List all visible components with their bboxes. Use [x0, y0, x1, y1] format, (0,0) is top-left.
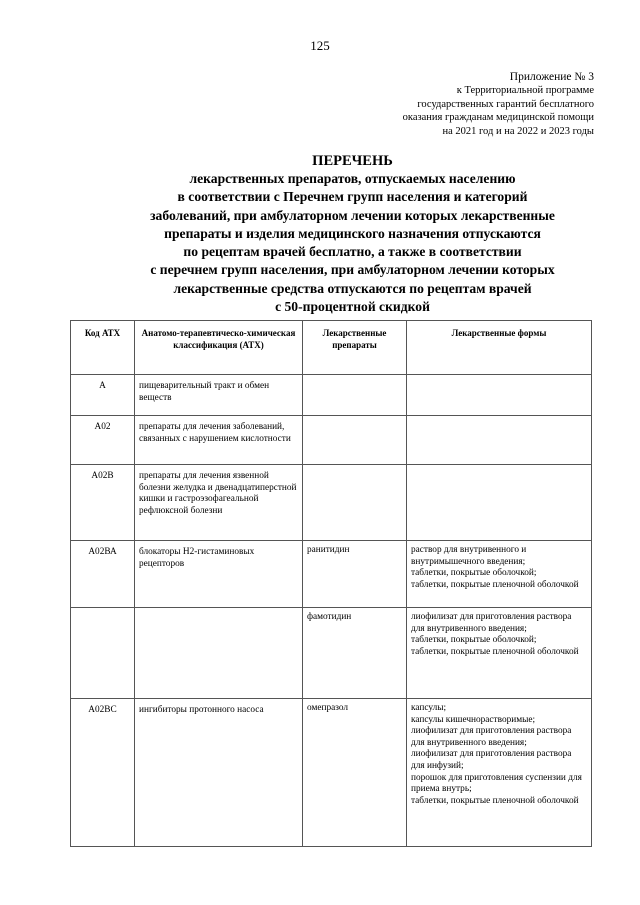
cell-classification: препараты для лечения язвенной болезни желудка и двенадцатиперстной кишки и гастроэзофагеальной рефлюксной болезни	[135, 465, 303, 541]
form-item: лиофилизат для приготовления раствора для внутривенного введения;	[411, 612, 572, 634]
appendix-line: оказания гражданам медицинской помощи	[402, 112, 594, 124]
form-item: таблетки, покрытые пленочной оболочкой	[411, 795, 579, 806]
form-item: раствор для внутривенного и внутримышечного введения;	[411, 545, 527, 567]
cell-classification: препараты для лечения заболеваний, связанных с нарушением кислотности	[135, 416, 303, 465]
cell-forms	[407, 699, 592, 847]
header-classification: Анатомо-терапевтическо-химическая классификация (АТХ)	[135, 321, 303, 375]
atx-table	[70, 320, 592, 847]
title-main: ПЕРЕЧЕНЬ	[312, 153, 393, 169]
cell-drug: ранитидин	[303, 541, 407, 608]
page-number: 125	[310, 38, 330, 53]
cell-forms	[407, 416, 592, 465]
form-item: таблетки, покрытые пленочной оболочкой	[411, 646, 579, 657]
title-line: заболеваний, при амбулаторном лечении которых лекарственные	[150, 207, 555, 223]
title-line: в соответствии с Перечнем групп населения и категорий	[177, 189, 528, 205]
table-row	[71, 608, 592, 699]
document-title	[0, 153, 640, 316]
cell-code: А	[71, 375, 135, 416]
cell-forms	[407, 541, 592, 608]
appendix-line: государственных гарантий бесплатного	[417, 98, 594, 110]
table-header-row	[71, 321, 592, 375]
cell-forms	[407, 608, 592, 699]
cell-classification: пищеварительный тракт и обмен веществ	[135, 375, 303, 416]
appendix-line: Приложение № 3	[509, 71, 594, 83]
title-line: по рецептам врачей бесплатно, а также в соответствии	[183, 244, 522, 260]
cell-code: А02В	[71, 465, 135, 541]
title-line: лекарственных препаратов, отпускаемых населению	[189, 171, 516, 186]
appendix-line: на 2021 год и на 2022 и 2023 годы	[442, 125, 594, 137]
cell-drug: омепразол	[303, 699, 407, 847]
appendix-note	[254, 71, 594, 138]
title-line: препараты и изделия медицинского назначения отпускаются	[164, 225, 541, 241]
cell-forms	[407, 375, 592, 416]
header-drugs: Лекарственные препараты	[303, 321, 407, 375]
cell-classification	[135, 608, 303, 699]
form-item: таблетки, покрытые оболочкой;	[411, 635, 537, 646]
cell-drug	[303, 416, 407, 465]
title-line: с 50-процентной скидкой	[275, 299, 430, 315]
table-row	[71, 375, 592, 416]
form-item: лиофилизат для приготовления раствора для внутривенного введения;	[411, 726, 572, 748]
cell-classification: ингибиторы протонного насоса	[135, 699, 303, 847]
header-forms: Лекарственные формы	[407, 321, 592, 375]
form-item: капсулы кишечнорастворимые;	[411, 714, 536, 725]
form-item: порошок для приготовления суспензии для приема внутрь;	[411, 772, 582, 795]
cell-classification: блокаторы Н2-гистаминовых рецепторов	[135, 541, 303, 608]
form-item: таблетки, покрытые оболочкой;	[411, 568, 537, 579]
header-code: Код АТХ	[71, 321, 135, 375]
title-line: с перечнем групп населения, при амбулаторном лечении которых	[150, 262, 555, 278]
title-subtitle	[0, 170, 640, 316]
cell-drug	[303, 465, 407, 541]
cell-drug: фамотидин	[303, 608, 407, 699]
form-item: лиофилизат для приготовления раствора для инфузий;	[411, 749, 572, 771]
cell-code: А02	[71, 416, 135, 465]
title-line: лекарственные средства отпускаются по рецептам врачей	[173, 280, 532, 296]
table-row	[71, 699, 592, 847]
table-row	[71, 465, 592, 541]
cell-code: А02ВА	[71, 541, 135, 608]
cell-forms	[407, 465, 592, 541]
cell-drug	[303, 375, 407, 416]
cell-code	[71, 608, 135, 699]
table-row	[71, 541, 592, 608]
appendix-line: к Территориальной программе	[456, 85, 594, 97]
table-row	[71, 416, 592, 465]
form-item: капсулы;	[411, 703, 447, 713]
form-item: таблетки, покрытые пленочной оболочкой	[411, 579, 579, 590]
cell-code: А02ВС	[71, 699, 135, 847]
